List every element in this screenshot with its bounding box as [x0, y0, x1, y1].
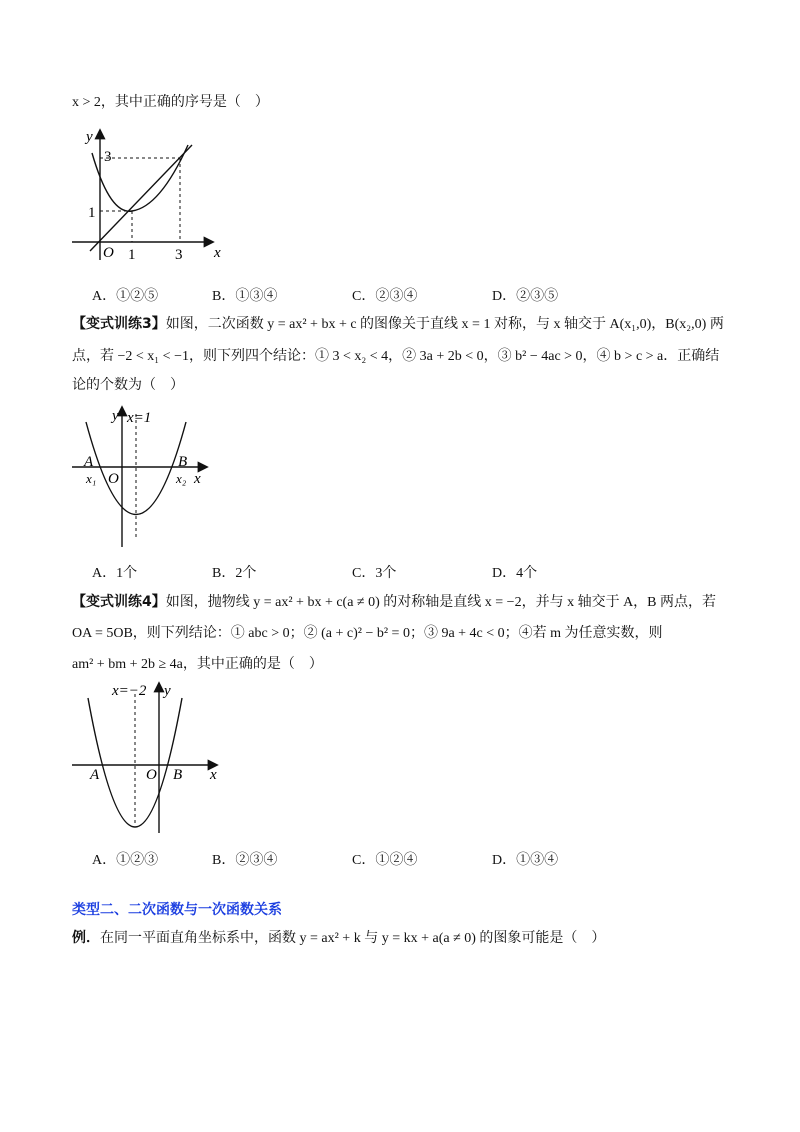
- origin-label: O: [108, 471, 119, 487]
- q2-option-c: C．②③④: [352, 289, 418, 304]
- symmetry-label: x=−2: [112, 683, 147, 699]
- x-label: x: [210, 767, 217, 783]
- point-a-label: A: [90, 767, 100, 783]
- q2-graph: [70, 125, 230, 265]
- q3-option-c: C．3个: [352, 566, 397, 581]
- q4-graph: [70, 678, 230, 838]
- x2-label: x₂: [176, 471, 187, 486]
- example-tag: 例．: [72, 930, 100, 946]
- q3-tag: 【变式训练3】: [72, 316, 166, 332]
- q3-line-3: 论的个数为（ ）: [72, 378, 184, 393]
- q4-tag: 【变式训练4】: [72, 594, 166, 610]
- q4-line-3: am² + bm + 2b ≥ 4a，其中正确的是（ ）: [72, 657, 323, 672]
- q2-option-b: B．①③④: [212, 289, 278, 304]
- q3-option-d: D．4个: [492, 566, 538, 581]
- q3-text-1: 如图，二次函数 y = ax² + bx + c 的图像关于直线 x = 1 对称，与 x 轴交于 A(x₁,0)，B(x₂,0) 两: [165, 317, 724, 332]
- q3-option-b: B．2个: [212, 566, 257, 581]
- q3-graph: [70, 402, 220, 552]
- q4-text-1: 如图，抛物线 y = ax² + bx + c(a ≠ 0) 的对称轴是直线 x = −2，并与 x 轴交于 A，B 两点，若: [165, 595, 717, 610]
- q3-option-a: A．1个: [92, 566, 138, 581]
- q4-option-c: C．①②④: [352, 853, 418, 868]
- y-label: y: [86, 129, 93, 145]
- tick-x-3: 3: [175, 247, 183, 263]
- q4-option-a: A．①②③: [92, 853, 159, 868]
- symmetry-label: x=1: [127, 410, 152, 426]
- y-label: y: [112, 408, 119, 424]
- q4-option-b: B．②③④: [212, 853, 278, 868]
- x-label: x: [194, 471, 201, 487]
- q3-line-2: 点，若 −2 < x₁ < −1，则下列四个结论：① 3 < x₂ < 4，② 3a + 2b < 0，③ b² − 4ac > 0，④ b > c > a．正确结: [72, 349, 720, 364]
- point-a-label: A: [84, 454, 94, 470]
- origin-label: O: [146, 767, 157, 783]
- q4-line-2: OA = 5OB，则下列结论：① abc > 0；② (a + c)² − b² = 0；③ 9a + 4c < 0；④若 m 为任意实数，则: [72, 626, 663, 641]
- q3-line-1: [72, 314, 724, 335]
- tick-x-1: 1: [128, 247, 136, 263]
- x1-label: x₁: [86, 471, 97, 486]
- point-b-label: B: [178, 454, 188, 470]
- origin-label: O: [103, 245, 114, 261]
- example-line: [72, 928, 605, 949]
- section-title: 类型二、二次函数与一次函数关系: [72, 902, 282, 918]
- tick-y-1: 1: [88, 205, 96, 221]
- q4-line-1: [72, 592, 716, 613]
- tick-y-3: 3: [104, 149, 112, 165]
- example-text: 在同一平面直角坐标系中，函数 y = ax² + k 与 y = kx + a(a ≠ 0) 的图象可能是（ ）: [100, 931, 606, 946]
- x-label: x: [214, 245, 221, 261]
- question-text: x > 2，其中正确的序号是（ ）: [72, 95, 269, 110]
- q2-option-a: A．①②⑤: [92, 289, 159, 304]
- y-label: y: [164, 683, 171, 699]
- q4-option-d: D．①③④: [492, 853, 559, 868]
- point-b-label: B: [173, 767, 183, 783]
- q2-option-d: D．②③⑤: [492, 289, 559, 304]
